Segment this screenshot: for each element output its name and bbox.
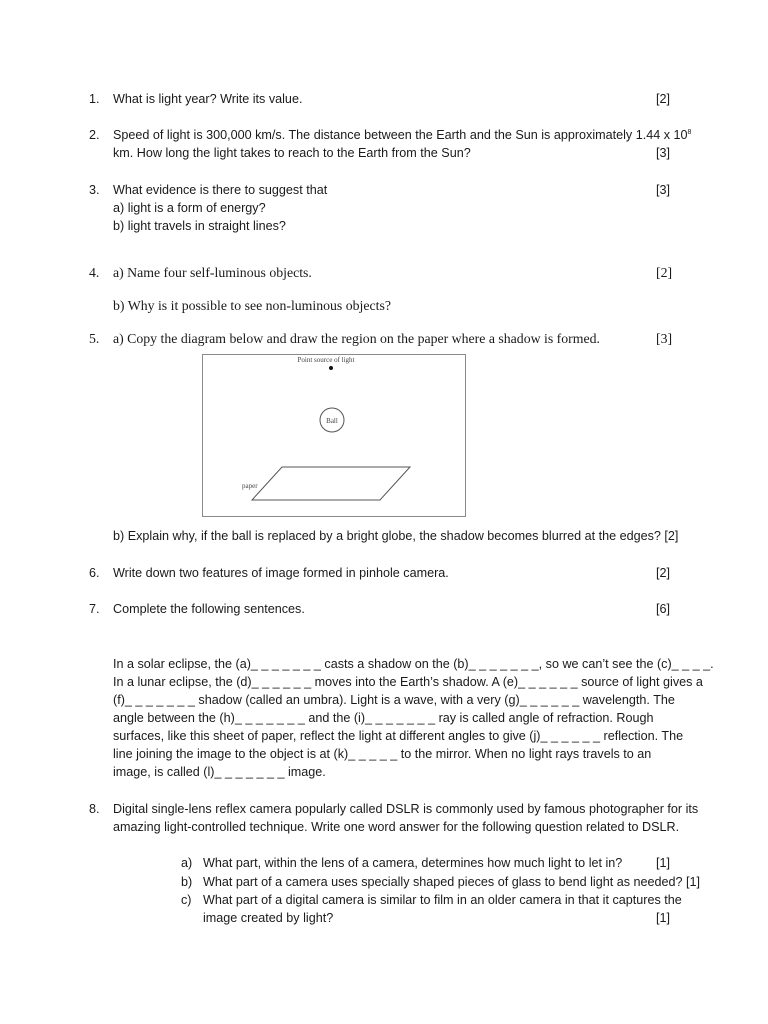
q4-part-b: b) Why is it possible to see non-luminous objects? bbox=[113, 298, 391, 313]
q2-text-line1 bbox=[113, 126, 691, 144]
q8-number: 8. bbox=[89, 802, 100, 816]
q2-number: 2. bbox=[89, 128, 100, 142]
q8-text-line2: amazing light-controlled technique. Write one word answer for the following question related to DSLR. bbox=[113, 820, 680, 834]
shadow-diagram-svg bbox=[202, 354, 466, 517]
q5-part-a: a) Copy the diagram below and draw the region on the paper where a shadow is formed. bbox=[113, 331, 600, 346]
point-source-label: Point source of light bbox=[297, 356, 355, 364]
q7-paragraph-line: In a lunar eclipse, the (d)_ _ _ _ _ _ moves into the Earth’s shadow. A (e)_ _ _ _ _ _ source of light gives a bbox=[113, 675, 703, 689]
q8a-label: a) bbox=[181, 856, 193, 870]
q5-part-b: b) Explain why, if the ball is replaced by a bright globe, the shadow becomes blurred at the edges? [2] bbox=[113, 529, 679, 543]
paper-label: paper bbox=[242, 482, 258, 490]
q8c-marks: [1] bbox=[656, 911, 671, 925]
q5-marks: [3] bbox=[656, 331, 673, 346]
q8a-marks: [1] bbox=[656, 856, 671, 870]
q4-number: 4. bbox=[89, 265, 100, 280]
q7-paragraph-line: image, is called (l)_ _ _ _ _ _ _ image. bbox=[113, 765, 326, 779]
q6-number: 6. bbox=[89, 566, 100, 580]
q4-part-a: a) Name four self-luminous objects. bbox=[113, 265, 312, 280]
q4-marks: [2] bbox=[656, 265, 673, 280]
q7-paragraph-line: angle between the (h)_ _ _ _ _ _ _ and the (i)_ _ _ _ _ _ _ ray is called angle of refraction. Rough bbox=[113, 711, 654, 725]
q2-text-line2: km. How long the light takes to reach to the Earth from the Sun? bbox=[113, 146, 471, 160]
q6-marks: [2] bbox=[656, 566, 671, 580]
ball-label: Ball bbox=[326, 417, 338, 425]
q8-text-line1: Digital single-lens reflex camera popularly called DSLR is commonly used by famous photographer for its bbox=[113, 802, 699, 816]
q2-text-line1-main: Speed of light is 300,000 km/s. The distance between the Earth and the Sun is approximately 1.44 x 10 bbox=[113, 128, 688, 142]
q7-text: Complete the following sentences. bbox=[113, 602, 305, 616]
shadow-diagram bbox=[202, 354, 466, 517]
q8c-label: c) bbox=[181, 893, 192, 907]
q7-paragraph-line: line joining the image to the object is at (k)_ _ _ _ _ to the mirror. When no light rays travels to an bbox=[113, 747, 652, 761]
q7-paragraph-line: surfaces, like this sheet of paper, reflect the light at different angles to give (j)_ _ _ _ _ _ reflection. The bbox=[113, 729, 684, 743]
q1-number: 1. bbox=[89, 92, 100, 106]
q3-part-b: b) light travels in straight lines? bbox=[113, 219, 286, 233]
q3-part-a: a) light is a form of energy? bbox=[113, 201, 266, 215]
q8b-label: b) bbox=[181, 875, 193, 889]
q8c-text-line1: What part of a digital camera is similar to film in an older camera in that it captures the bbox=[203, 893, 682, 907]
q1-text: What is light year? Write its value. bbox=[113, 92, 303, 106]
q7-paragraph-line: (f)_ _ _ _ _ _ _ shadow (called an umbra). Light is a wave, with a very (g)_ _ _ _ _ _ wavelength. The bbox=[113, 693, 675, 707]
q8c-text-line2: image created by light? bbox=[203, 911, 334, 925]
q3-text: What evidence is there to suggest that bbox=[113, 183, 328, 197]
q1-marks: [2] bbox=[656, 92, 671, 106]
q6-text: Write down two features of image formed in pinhole camera. bbox=[113, 566, 449, 580]
q7-paragraph-line: In a solar eclipse, the (a)_ _ _ _ _ _ _ casts a shadow on the (b)_ _ _ _ _ _ _, so we can’t see the (c)_ _ _ _. bbox=[113, 657, 714, 671]
q8a-text: What part, within the lens of a camera, determines how much light to let in? bbox=[203, 856, 623, 870]
q3-number: 3. bbox=[89, 183, 100, 197]
q2-marks: [3] bbox=[656, 146, 671, 160]
q5-number: 5. bbox=[89, 331, 100, 346]
q2-exponent: 8 bbox=[687, 129, 692, 136]
q3-marks: [3] bbox=[656, 183, 671, 197]
q7-number: 7. bbox=[89, 602, 100, 616]
q7-marks: [6] bbox=[656, 602, 671, 616]
point-source-dot bbox=[329, 366, 333, 370]
q8b-text: What part of a camera uses specially shaped pieces of glass to bend light as needed? [1] bbox=[203, 875, 701, 889]
